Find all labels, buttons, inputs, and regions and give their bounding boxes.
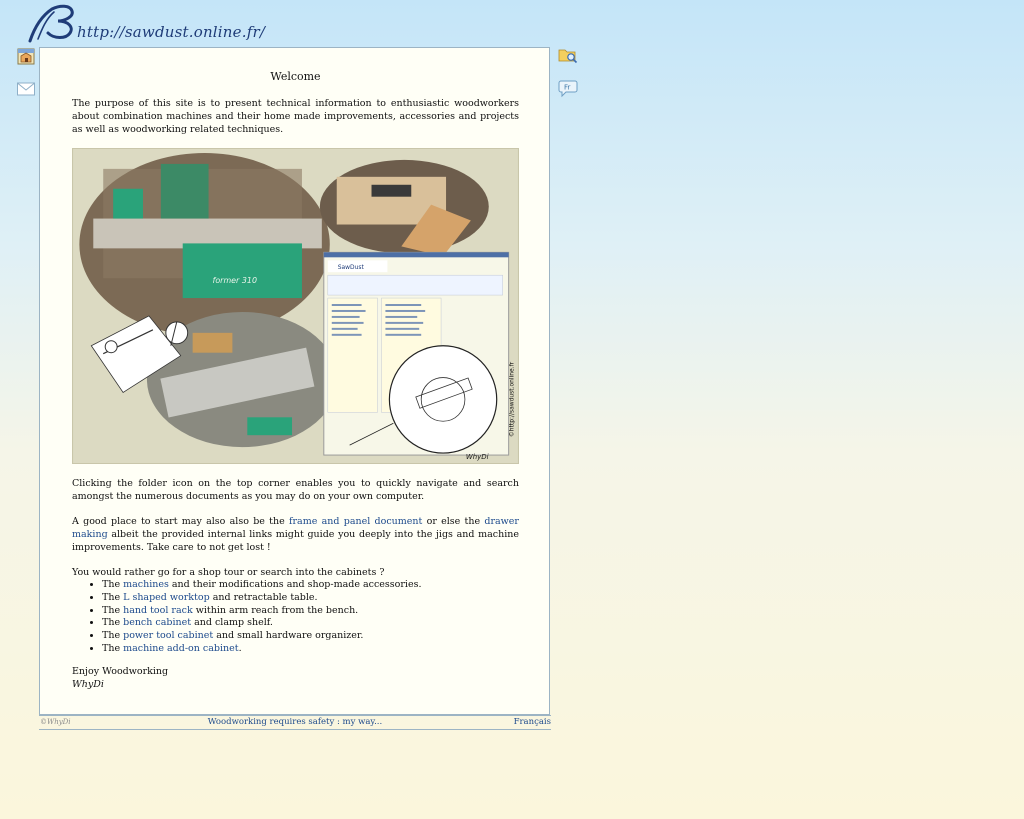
list-item: • The bench cabinet and clamp shelf. [102, 617, 519, 630]
tour-intro: You would rather go for a shop tour or search into the cabinets ? [72, 567, 385, 578]
site-logo[interactable] [24, 3, 78, 45]
hand-tool-rack-link[interactable]: hand tool rack [123, 604, 193, 616]
side-caption: ©http://sawdust.online.fr [508, 361, 516, 438]
signature: WhyDi [72, 678, 104, 690]
watermark: WhyDi [465, 453, 489, 462]
svg-text:Fr: Fr [564, 83, 571, 92]
machines-link[interactable]: machines [123, 579, 169, 590]
footer-divider-top [39, 715, 551, 716]
frame-and-panel-link[interactable]: frame and panel document [289, 516, 423, 527]
list-item: • The L shaped worktop and retractable table. [102, 592, 519, 605]
start-paragraph: A good place to start may also also be the frame and panel document or else the drawer making albeit the provided internal links might guide you deeply into the jigs and machine improvements. Take care to not get lost ! [72, 516, 519, 553]
bench-cabinet-link[interactable]: bench cabinet [123, 617, 192, 629]
closing-text: Enjoy Woodworking [72, 665, 169, 677]
drawer-making-link[interactable]: drawer making [72, 516, 519, 540]
l-shaped-worktop-link[interactable]: L shaped worktop [123, 591, 210, 603]
content-panel [39, 47, 550, 715]
list-item: • The hand tool rack within arm reach from the bench. [102, 605, 519, 618]
folder-paragraph: Clicking the folder icon on the top corner enables you to quickly navigate and search amongst the numerous documents as you may do on your own computer. [72, 478, 519, 502]
footer-divider-bottom [39, 729, 551, 730]
footer [39, 717, 551, 729]
folder-search-icon[interactable] [558, 45, 578, 65]
machine-label: former 310 [212, 276, 257, 286]
french-language-icon[interactable] [558, 78, 578, 98]
safety-link[interactable]: Woodworking requires safety : my way... [207, 717, 383, 727]
mail-icon[interactable] [16, 79, 36, 99]
intro-paragraph: The purpose of this site is to present technical information to enthusiastic woodworkers about combination machines and their home made improvements, accessories and projects as well as woodworking related techniques. [72, 98, 519, 135]
site-url[interactable]: http://sawdust.online.fr/ [77, 23, 266, 41]
machine-add-on-cabinet-link[interactable]: machine add-on cabinet [123, 642, 239, 654]
app-title: SawDust [337, 264, 364, 272]
list-item: • The machines and their modifications and shop-made accessories. [102, 579, 519, 592]
copyright: ©WhyDi [40, 718, 71, 726]
article [72, 70, 519, 691]
hero-image [72, 148, 519, 464]
list-item: • The machine add-on cabinet. [102, 643, 519, 656]
home-icon[interactable] [16, 46, 36, 66]
language-link[interactable]: Français [513, 717, 551, 727]
page-title: Welcome [270, 70, 321, 83]
power-tool-cabinet-link[interactable]: power tool cabinet [123, 630, 214, 642]
list-item: • The power tool cabinet and small hardware organizer. [102, 630, 519, 643]
tour-list [72, 579, 519, 656]
